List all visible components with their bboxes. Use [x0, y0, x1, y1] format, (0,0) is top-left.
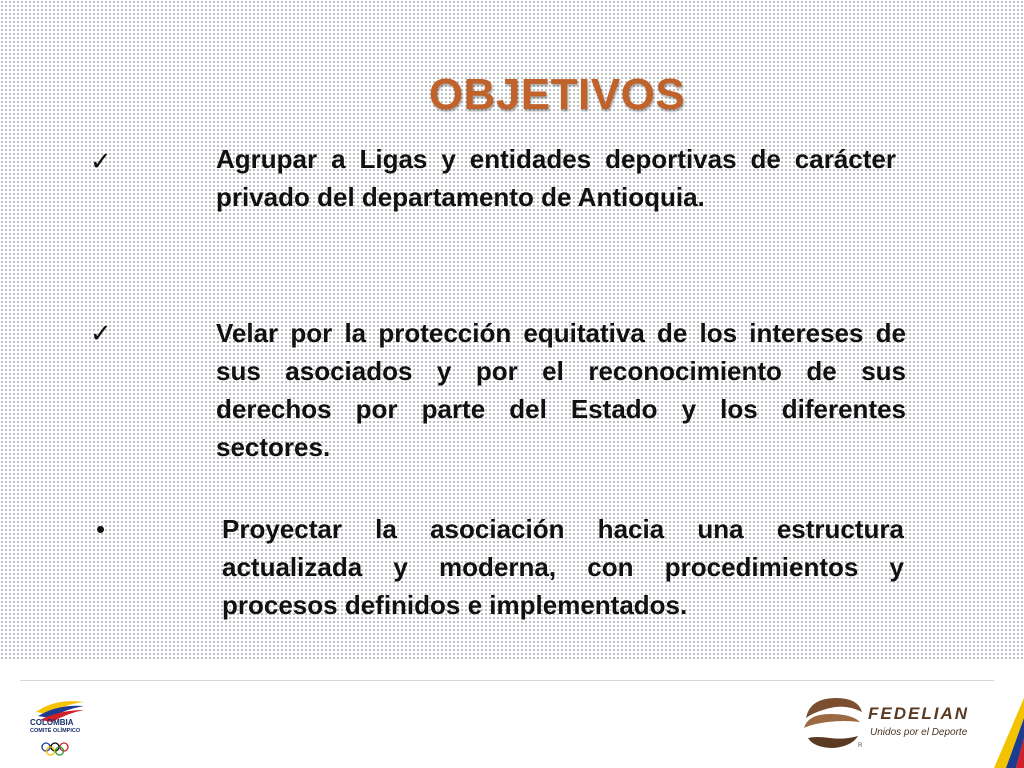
checkmark-icon: ✓ [90, 318, 112, 348]
colombia-logo-sub: COMITÉ OLÍMPICO [30, 728, 81, 734]
fedelian-name: FEDELIAN [868, 704, 969, 723]
slide-title: OBJETIVOS [428, 70, 686, 119]
fedelian-tagline: Unidos por el Deporte [870, 727, 968, 738]
fedelian-swirl-icon [800, 692, 866, 754]
objective-item-3: Proyectar la asociación hacia una estructura actualizada y moderna, con procedimientos y procesos definidos e implementados. [222, 514, 904, 620]
footer-divider [20, 680, 994, 681]
checkmark-icon: ✓ [90, 146, 112, 176]
flag-stripes-decoration [954, 658, 1024, 768]
bullet-dot-icon: • [96, 514, 106, 544]
registered-mark: R [858, 743, 863, 749]
objective-item-2: Velar por la protección equitativa de los intereses de sus asociados y por el reconocimiento de sus derechos por parte del Estado y los diferentes sectores. [216, 318, 906, 462]
objective-item-1: Agrupar a Ligas y entidades deportivas de carácter privado del departamento de Antioquia. [216, 144, 896, 212]
colombia-logo-name: COLOMBIA [30, 718, 74, 727]
